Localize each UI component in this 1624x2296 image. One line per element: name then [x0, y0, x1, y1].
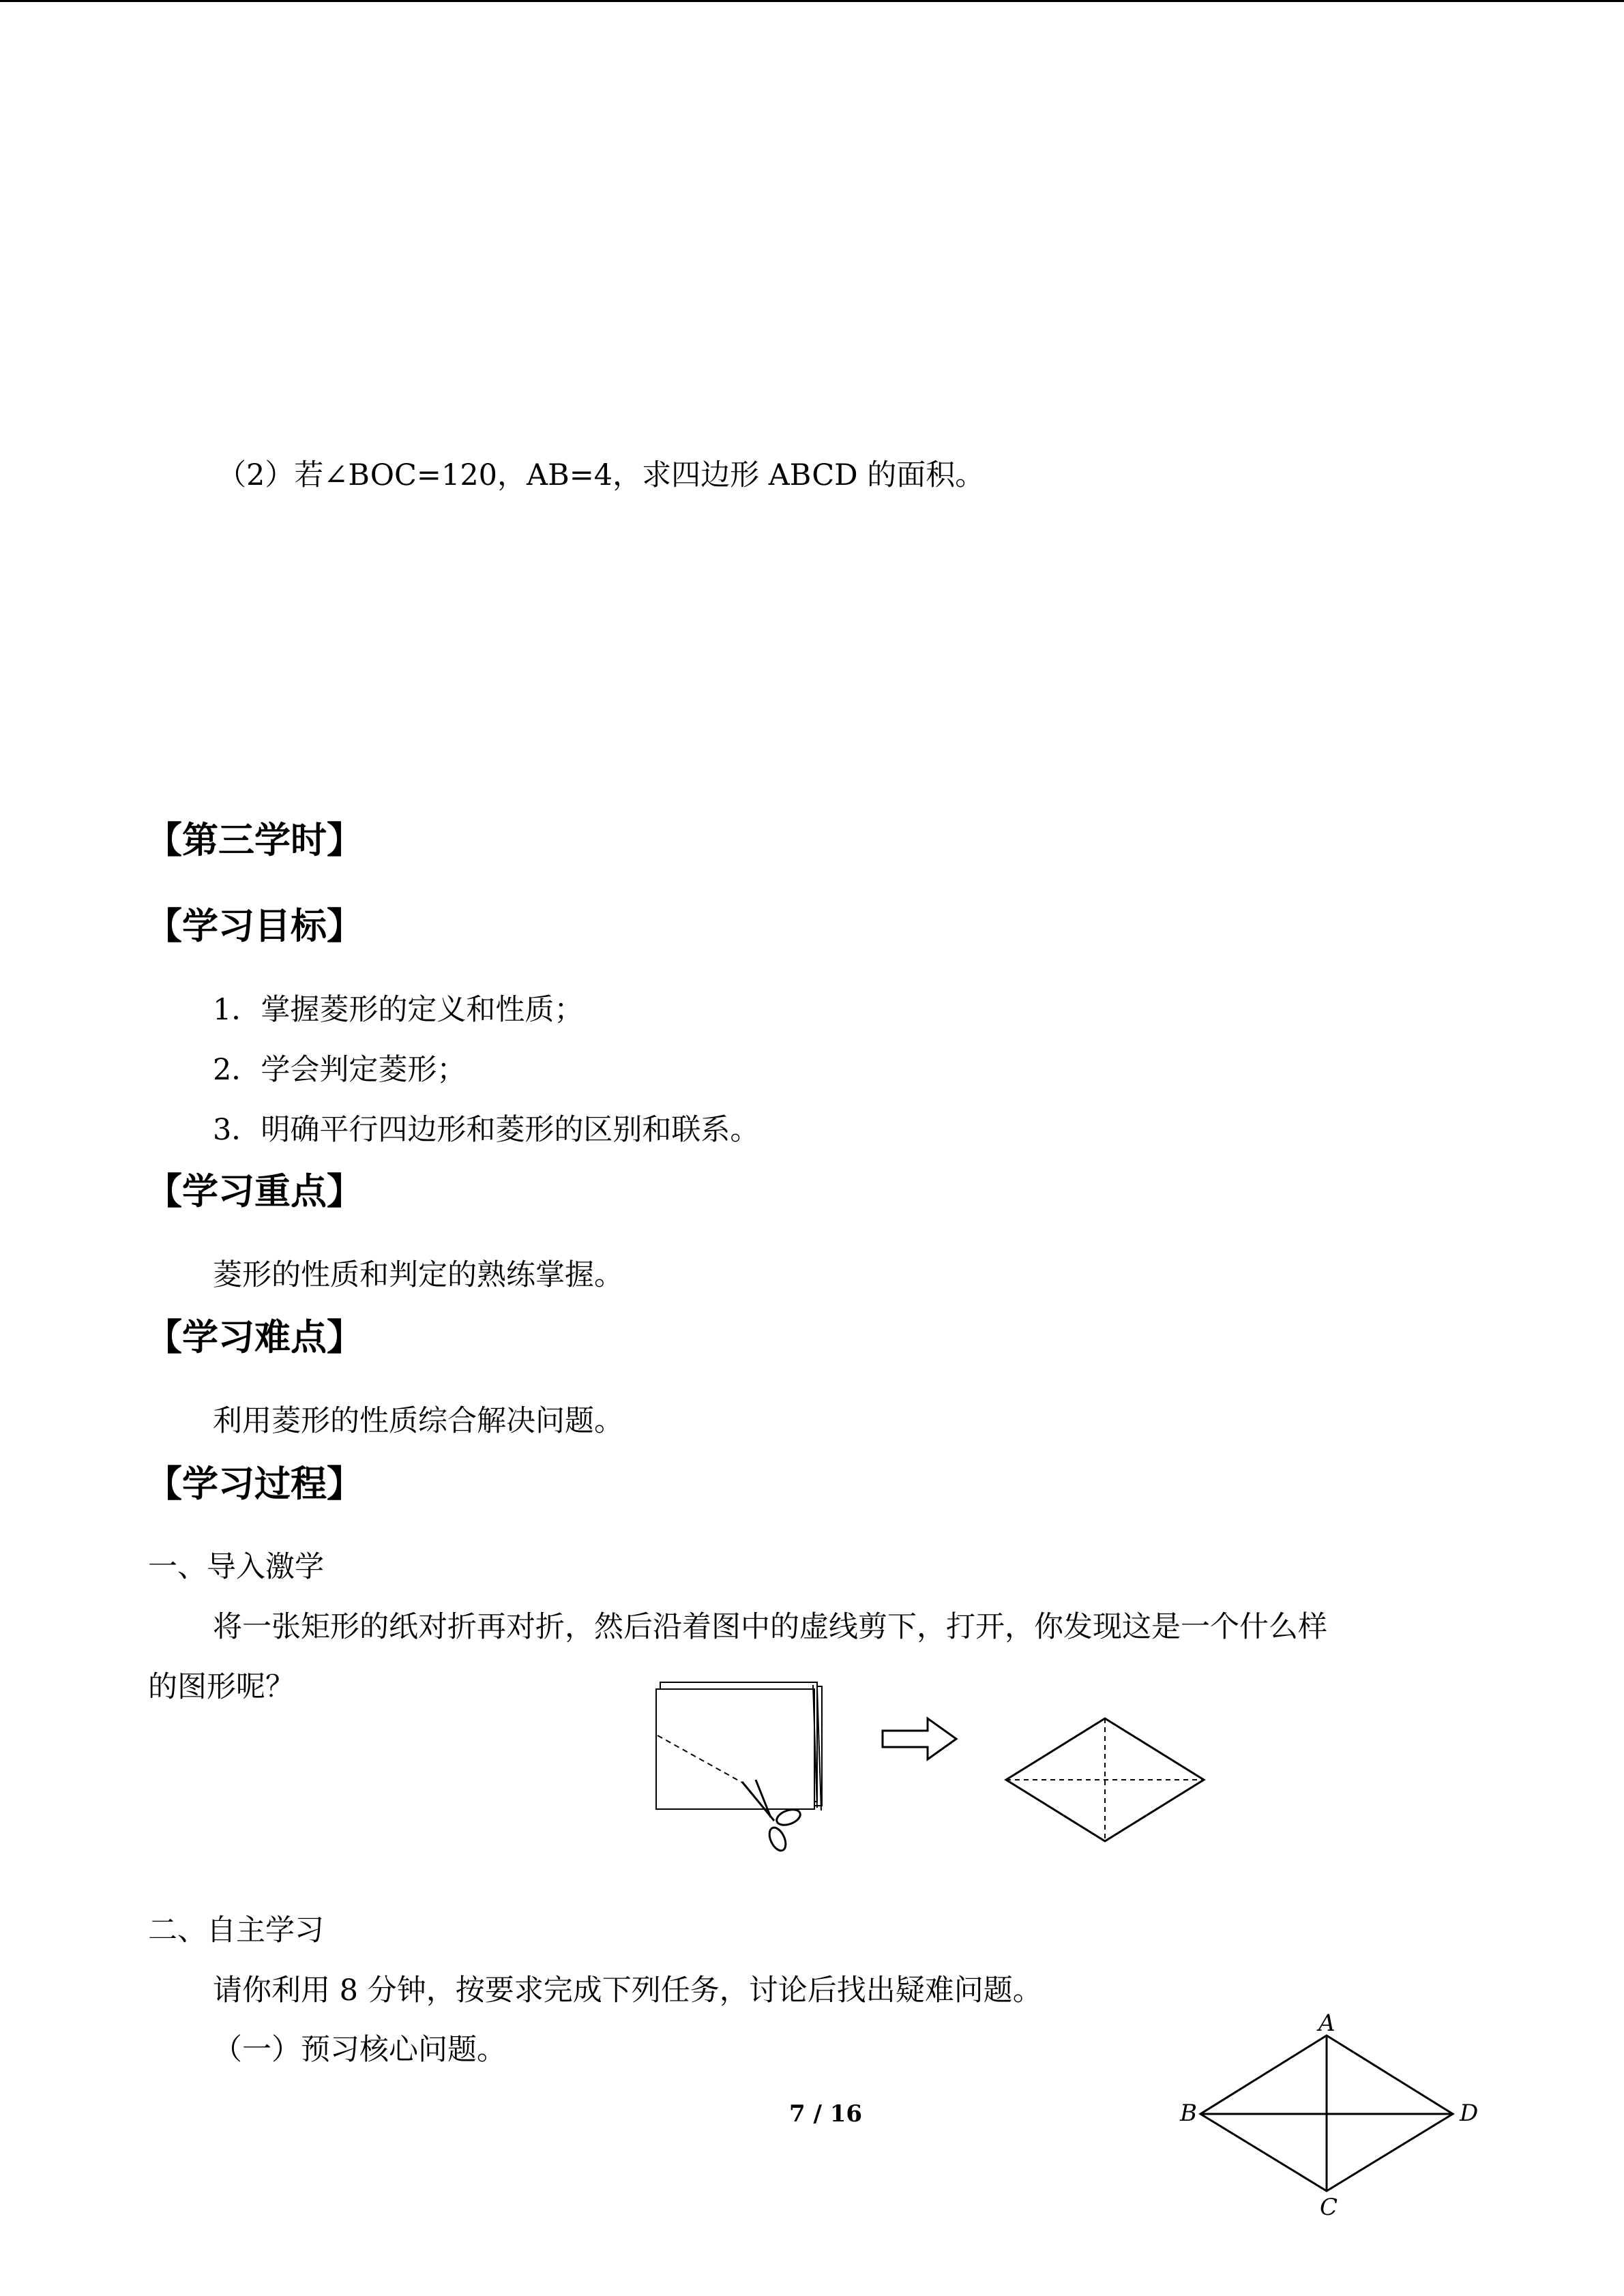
- vertex-label-a: A: [1318, 2010, 1335, 2037]
- heading-key-points: 【学习重点】: [146, 1171, 363, 1212]
- heading-difficulties: 【学习难点】: [146, 1317, 363, 1358]
- top-border: [0, 0, 1624, 2]
- rhombus-result-figure: [1003, 1715, 1207, 1845]
- heading-lesson: 【第三学时】: [146, 820, 363, 861]
- key-point-text: 菱形的性质和判定的熟练掌握。: [213, 1258, 623, 1292]
- vertex-label-b: B: [1180, 2100, 1197, 2127]
- heading-process: 【学习过程】: [146, 1463, 363, 1505]
- question-2: （2）若∠BOC=120，AB=4，求四边形 ABCD 的面积。: [217, 458, 985, 492]
- page-number: 7 / 16: [789, 2100, 863, 2128]
- section-2-line-1: 请你利用 8 分钟，按要求完成下列任务，讨论后找出疑难问题。: [213, 1973, 1042, 2008]
- folded-paper-figure: [655, 1681, 832, 1858]
- goal-item: 1．掌握菱形的定义和性质；: [213, 993, 584, 1027]
- goal-item: 3．明确平行四边形和菱形的区别和联系。: [213, 1113, 760, 1147]
- goal-item: 2．学会判定菱形；: [213, 1053, 467, 1087]
- section-1-title: 一、导入激学: [148, 1550, 324, 1584]
- section-1-line-1: 将一张矩形的纸对折再对折，然后沿着图中的虚线剪下，打开，你发现这是一个什么样: [213, 1610, 1327, 1644]
- section-2-title: 二、自主学习: [148, 1913, 324, 1948]
- arrow-right-icon: [880, 1715, 962, 1763]
- vertex-label-d: D: [1460, 2100, 1479, 2127]
- section-2-subheading: （一）预习核心问题。: [213, 2033, 506, 2067]
- difficulty-text: 利用菱形的性质综合解决问题。: [213, 1404, 623, 1438]
- rhombus-abcd-figure: [1180, 2012, 1480, 2223]
- section-1-line-2: 的图形呢？: [148, 1670, 295, 1704]
- vertex-label-c: C: [1320, 2194, 1338, 2221]
- heading-goals: 【学习目标】: [146, 906, 363, 947]
